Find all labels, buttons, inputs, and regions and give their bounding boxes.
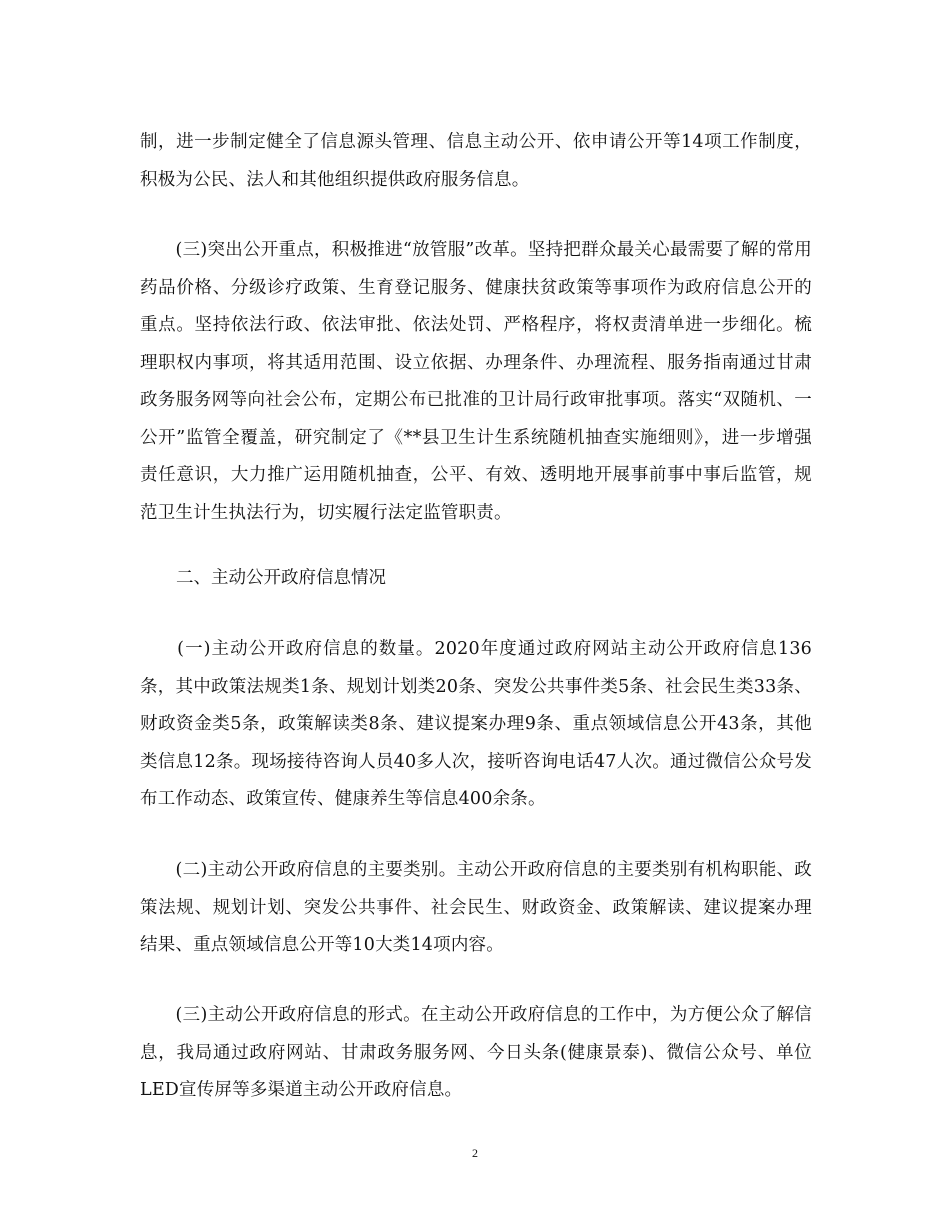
paragraph-intro-continuation: 制，进一步制定健全了信息源头管理、信息主动公开、依申请公开等14项工作制度，积极为公民、法人和其他组织提供政府服务信息。 (140, 132, 812, 190)
paragraph-info-categories: (二)主动公开政府信息的主要类别。主动公开政府信息的主要类别有机构职能、政策法规、规划计划、突发公共事件、社会民生、财政资金、政策解读、建议提案办理结果、重点领域信息公开等10大类14项内容。 (140, 860, 812, 955)
paragraph-info-quantity: (一)主动公开政府信息的数量。2020年度通过政府网站主动公开政府信息136条，其中政策法规类1条、规划计划类20条、突发公共事件类5条、社会民生类33条、财政资金类5条，政策解读类8条、建议提案办理9条、重点领域信息公开43条，其他类信息12条。现场接待咨询人员40多人次，接听咨询电话47人次。通过微信公众号发布工作动态、政策宣传、健康养生等信息400余条。 (140, 639, 812, 809)
page-number: 2 (472, 1146, 478, 1160)
paragraph-section-3-highlight: (三)突出公开重点，积极推进“放管服”改革。坚持把群众最关心最需要了解的常用药品价格、分级诊疗政策、生育登记服务、健康扶贫政策等事项作为政府信息公开的重点。坚持依法行政、依法审批、依法处罚、严格程序，将权责清单进一步细化。梳理职权内事项，将其适用范围、设立依据、办理条件、办理流程、服务指南通过甘肃政务服务网等向社会公布，定期公布已批准的卫计局行政审批事项。落实“双随机、一公开”监管全覆盖，研究制定了《**县卫生计生系统随机抽查实施细则》，进一步增强责任意识，大力推广运用随机抽查，公平、有效、透明地开展事前事中事后监管，规范卫生计生执法行为，切实履行法定监管职责。 (140, 240, 812, 523)
paragraph-info-forms: (三)主动公开政府信息的形式。在主动公开政府信息的工作中，为方便公众了解信息，我局通过政府网站、甘肃政务服务网、今日头条(健康景泰)、微信公众号、单位LED宣传屏等多渠道主动公开政府信息。 (140, 1005, 812, 1100)
section-heading-2: 二、主动公开政府信息情况 (176, 568, 386, 588)
